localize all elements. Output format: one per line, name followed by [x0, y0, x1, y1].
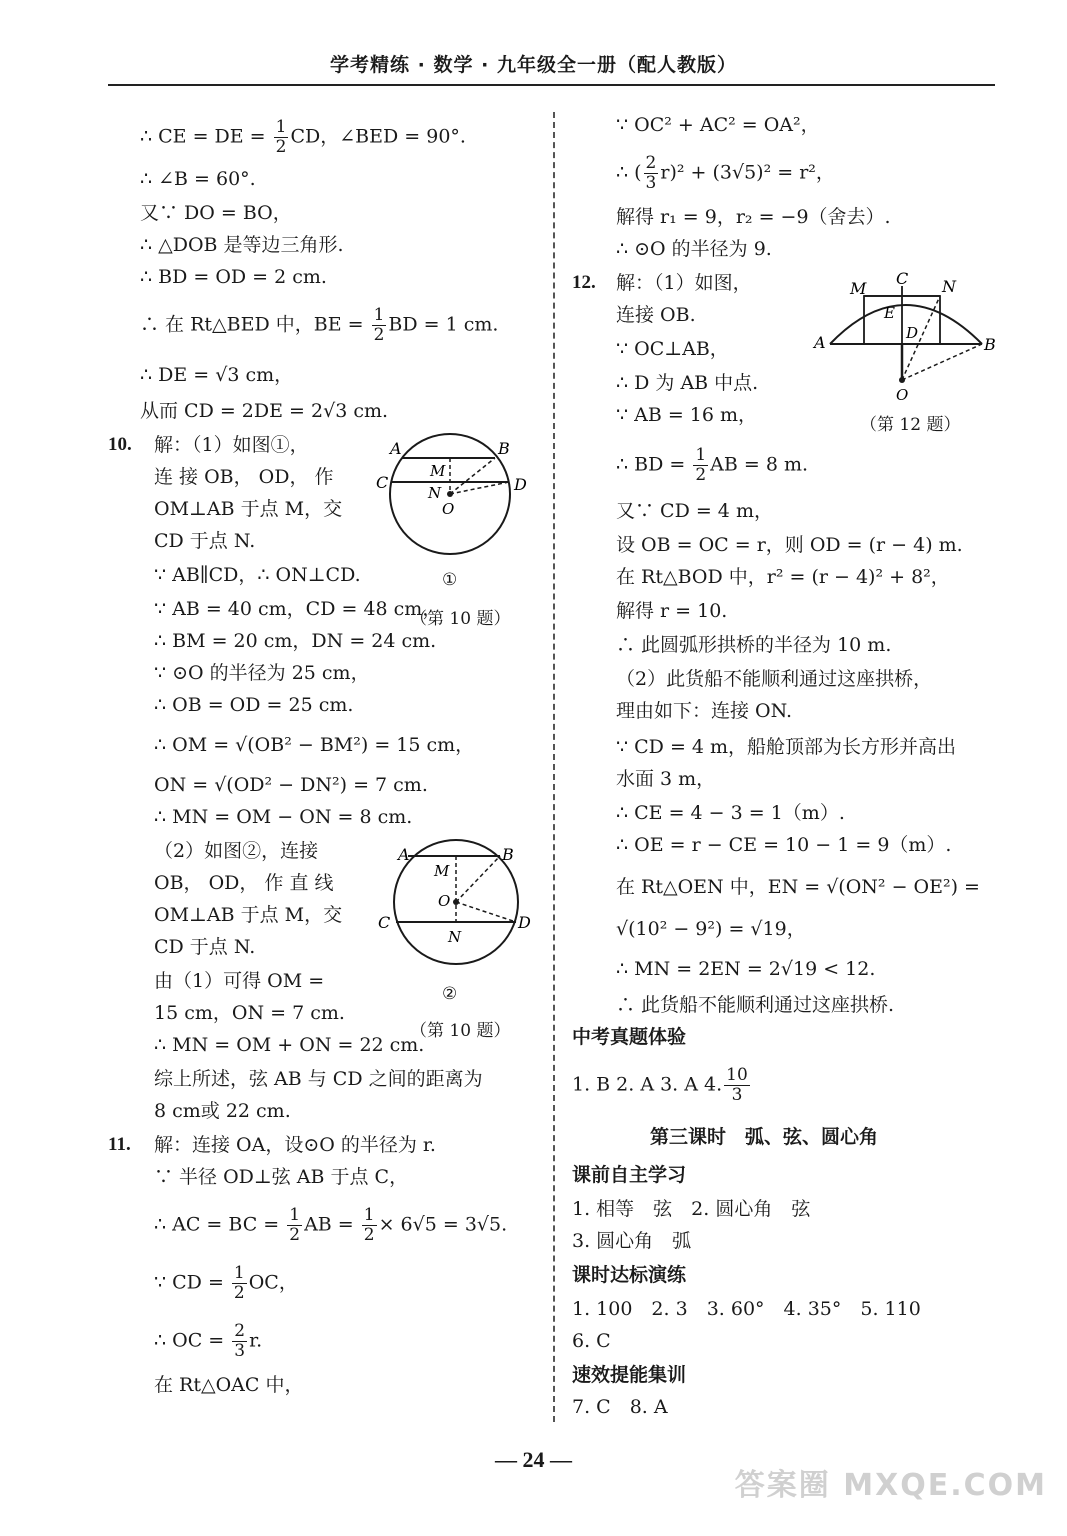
fig10-1-od [450, 482, 509, 494]
right-line-2: ∴ ( $\frac{2}{3}$ r)² + (3√5)² = r²， [616, 153, 835, 193]
q10-line-17: 由（1）可得 OM = [154, 970, 325, 992]
q11-line-4: ∵ CD = $\frac{1}{2}$ OC， [154, 1263, 298, 1303]
figure-10-2 [368, 838, 538, 978]
q11-line-5: ∴ OC = $\frac{2}{3}$ r. [154, 1321, 263, 1361]
q11-line-2: ∵ 半径 OD⊥弦 AB 于点 C， [154, 1166, 409, 1188]
q10-line-6: ∵ AB = 40 cm，CD = 48 cm， [154, 598, 442, 620]
sxtn-answers-1: 7. C 8. A [572, 1396, 668, 1418]
figure-12 [810, 268, 1000, 408]
fig12-label-m: M [850, 279, 867, 298]
right-line-4: ∴ ⊙O 的半径为 9. [616, 238, 772, 260]
fig10-1-label-o: O [442, 500, 455, 518]
watermark: 答案圈 MXQE.COM [734, 1468, 1047, 1503]
q12-line-11: ∴ 此圆弧形拱桥的半径为 10 m. [616, 634, 892, 656]
q10-line-12: ∴ MN = OM − ON = 8 cm. [154, 806, 413, 828]
q11-line-6: 在 Rt△OAC 中， [154, 1374, 304, 1396]
q10-line-16: CD 于点 N. [154, 936, 256, 958]
header-rule [108, 84, 995, 86]
fig12-label-n: N [942, 277, 956, 296]
kssb-answers-1: 1. 100 2. 3 3. 60° 4. 35° 5. 110 [572, 1298, 921, 1320]
section-kqzz: 课前自主学习 [572, 1164, 687, 1186]
fig10-1-label-b: B [498, 439, 510, 458]
q10-line-3: OM⊥AB 于点 M，交 [154, 498, 343, 520]
section-kssb: 课时达标演练 [572, 1264, 687, 1286]
left-line-1: ∴ CE = DE = $\frac{1}{2}$ CD，∠BED = 90°. [140, 117, 466, 157]
left-line-2: ∴ ∠B = 60°. [140, 168, 256, 190]
q12-line-14: ∵ CD = 4 m，船舱顶部为长方形并高出 [616, 736, 957, 758]
q10-line-5: ∵ AB∥CD，∴ ON⊥CD. [154, 564, 361, 586]
left-line-4: ∴ △DOB 是等边三角形. [140, 234, 344, 256]
q10-line-4: CD 于点 N. [154, 530, 256, 552]
fig10-2-label-a: A [398, 845, 410, 864]
q12-line-13: 理由如下：连接 ON. [616, 700, 793, 722]
fig10-1-label-d: D [514, 475, 527, 494]
q10-line-9: ∴ OB = OD = 25 cm. [154, 694, 354, 716]
fig10-2-label-b: B [502, 845, 514, 864]
kqzz-answers-2: 3. 圆心角 弧 [572, 1230, 692, 1252]
fig10-2-label-o: O [438, 892, 451, 910]
page-header [0, 0, 1067, 88]
q10-line-18: 15 cm，ON = 7 cm. [154, 1002, 345, 1024]
left-line-7: ∴ DE = √3 cm， [140, 364, 294, 386]
q12-line-8: 设 OB = OC = r，则 OD = (r − 4) m. [616, 534, 963, 556]
q10-line-2: 连 接 OB， OD， 作 [154, 466, 334, 488]
fig10-2-ob [456, 856, 500, 902]
fig12-label-a: A [814, 333, 826, 352]
q11-line-1: 解：连接 OA，设⊙O 的半径为 r. [154, 1134, 436, 1156]
q10-line-21: 8 cm或 22 cm. [154, 1100, 291, 1122]
q10-line-15: OM⊥AB 于点 M，交 [154, 904, 343, 926]
fig12-label-o: O [896, 386, 909, 404]
fig10-1-center [447, 491, 453, 497]
fig10-2-label-m: M [434, 862, 450, 880]
kssb-answers-2: 6. C [572, 1330, 611, 1352]
question-10-number: 10. [108, 434, 132, 455]
section-sxtn: 速效提能集训 [572, 1364, 687, 1386]
q12-line-4: ∴ D 为 AB 中点. [616, 372, 759, 394]
fig10-1-ob [450, 458, 495, 494]
lesson-title: 第三课时 弧、弦、圆心角 [650, 1126, 879, 1148]
section-zhongkao: 中考真题体验 [572, 1026, 687, 1048]
q10-line-1: 解：（1）如图①， [154, 434, 309, 456]
fig10-1-label-m: M [430, 462, 446, 480]
q12-line-19: √(10² − 9²) = √19， [616, 918, 806, 940]
q12-line-3: ∵ OC⊥AB， [616, 338, 729, 360]
q12-line-21: ∴ 此货船不能顺利通过这座拱桥. [616, 994, 895, 1016]
right-line-1: ∵ OC² + AC² = OA²， [616, 114, 820, 136]
q12-line-18: 在 Rt△OEN 中，EN = √(ON² − OE²) = [616, 876, 980, 898]
q12-line-10: 解得 r = 10. [616, 600, 728, 622]
q12-line-5: ∵ AB = 16 m， [616, 404, 758, 426]
q10-line-14: OB， OD， 作 直 线 [154, 872, 334, 894]
q12-line-15: 水面 3 m， [616, 768, 716, 790]
q10-line-20: 综上所述，弦 AB 与 CD 之间的距离为 [154, 1068, 483, 1090]
kqzz-answers-1: 1. 相等 弦 2. 圆心角 弦 [572, 1198, 811, 1220]
right-line-3: 解得 r₁ = 9，r₂ = −9（舍去）. [616, 206, 891, 228]
q10-line-10: ∴ OM = √(OB² − BM²) = 15 cm， [154, 734, 475, 756]
fig10-2-center [453, 899, 459, 905]
fig10-2-label-d: D [518, 913, 531, 932]
question-11-number: 11. [108, 1134, 131, 1155]
q12-line-12: （2）此货船不能顺利通过这座拱桥， [616, 668, 933, 690]
q10-line-19: ∴ MN = OM + ON = 22 cm. [154, 1034, 425, 1056]
q12-line-2: 连接 OB. [616, 304, 696, 326]
q12-line-16: ∴ CE = 4 − 3 = 1（m）. [616, 802, 845, 824]
q10-line-11: ON = √(OD² − DN²) = 7 cm. [154, 774, 428, 796]
q12-line-1: 解：（1）如图， [616, 272, 752, 294]
page-number: — 24 — [495, 1447, 572, 1472]
q10-line-8: ∵ ⊙O 的半径为 25 cm， [154, 662, 370, 684]
fig10-1-label-n: N [428, 484, 442, 502]
fig10-2-od [456, 902, 516, 922]
fig12-ob [902, 344, 982, 380]
q10-line-7: ∴ BM = 20 cm，DN = 24 cm. [154, 630, 437, 652]
fig12-center [899, 377, 905, 383]
q12-line-9: 在 Rt△BOD 中，r² = (r − 4)² + 8²， [616, 566, 950, 588]
left-line-5: ∴ BD = OD = 2 cm. [140, 266, 327, 288]
fig10-2-caption: （第 10 题） [410, 1021, 511, 1041]
zhongkao-answers: 1. B 2. A 3. A 4. $\frac{10}{3}$ [572, 1065, 748, 1105]
fig12-label-e: E [884, 304, 895, 322]
fig10-1-caption: （第 10 题） [410, 609, 511, 629]
fig12-caption: （第 12 题） [860, 415, 961, 435]
fig10-1-number: ① [442, 570, 458, 590]
fig12-label-d: D [906, 324, 919, 342]
q12-line-17: ∴ OE = r − CE = 10 − 1 = 9（m）. [616, 834, 952, 856]
q12-line-7: 又∵ CD = 4 m， [616, 500, 773, 522]
q11-line-3: ∴ AC = BC = $\frac{1}{2}$ AB = $\frac{1}{2}$ × 6√5 = 3√5. [154, 1205, 508, 1245]
fig10-2-label-c: C [378, 913, 391, 932]
fig10-1-label-a: A [390, 439, 402, 458]
fig10-2-number: ② [442, 984, 458, 1004]
fig12-label-c: C [896, 269, 909, 288]
fig10-2-label-n: N [448, 928, 462, 946]
left-line-6: ∴ 在 Rt△BED 中，BE = $\frac{1}{2}$ BD = 1 cm. [140, 305, 499, 345]
left-line-8: 从而 CD = 2DE = 2√3 cm. [140, 400, 389, 422]
header-title: 学考精练 · 数学 · 九年级全一册（配人教版） [330, 54, 737, 76]
left-line-3: 又∵ DO = BO， [140, 202, 292, 224]
q12-line-6: ∴ BD = $\frac{1}{2}$ AB = 8 m. [616, 445, 809, 485]
fig12-label-b: B [984, 335, 996, 354]
question-12-number: 12. [572, 272, 596, 293]
figure-10-1 [368, 432, 538, 572]
q12-line-20: ∴ MN = 2EN = 2√19 < 12. [616, 958, 876, 980]
fig10-1-label-c: C [376, 473, 389, 492]
column-divider [553, 112, 555, 1422]
q10-line-13: （2）如图②，连接 [154, 840, 319, 862]
